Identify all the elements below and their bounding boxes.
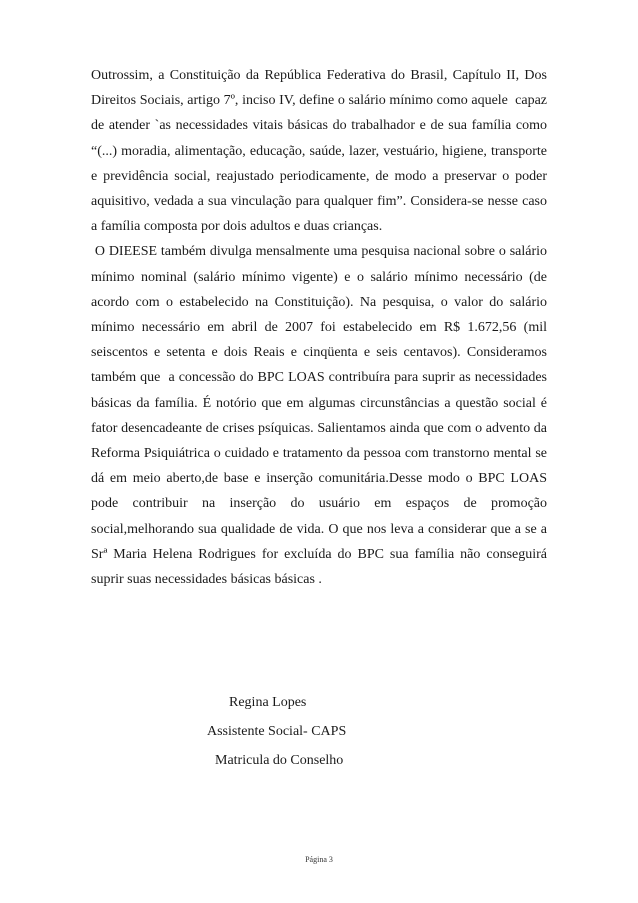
signature-registration: Matricula do Conselho xyxy=(215,753,344,768)
paragraph-dieese: O DIEESE também divulga mensalmente uma pesquisa nacional sobre o salário mínimo nominal (salário mínimo vigente) e o salário mínimo necessário (de acordo com o estabelecido na Constituição). Na pesquisa, o valor do salário mínimo necessário em abril de 2007 foi estabelecido em R$ 1.672,56 (mil seiscentos e setenta e dois Reais e cinqüenta e seis centavos). Consideramos também que a concessão do BPC LOAS contribuíra para suprir as necessidades básicas da família. É notório que em algumas circunstâncias a questão social é fator desencadeante de crises psíquicas. Salientamos ainda que com o advento da Reforma Psiquiátrica o cuidado e tratamento da pessoa com transtorno mental se dá em meio aberto,de base e inserção comunitária.Desse modo o BPC LOAS pode contribuir na inserção do usuário em espaços de promoção social,melhorando sua qualidade de vida. O que nos leva a considerar que a se a Srª Maria Helena Rodrigues for excluída do BPC sua família não conseguirá suprir suas necessidades básicas básicas . xyxy=(91,244,551,588)
page-number-footer: Página 3 xyxy=(305,855,333,864)
document-body xyxy=(91,63,551,592)
signature-name: Regina Lopes xyxy=(229,695,307,710)
paragraph-constitution: Outrossim, a Constituição da República Federativa do Brasil, Capítulo II, Dos Direitos Sociais, artigo 7º, inciso IV, define o salário mínimo como aquele capaz de atender `as necessidades vitais básicas do trabalhador e de sua família como “(...) moradia, alimentação, educação, saúde, lazer, vestuário, higiene, transporte e previdência social, reajustado periodicamente, de modo a preservar o poder aquisitivo, vedada a sua vinculação para qualquer fim”. Considera-se nesse caso a família composta por dois adultos e duas crianças. xyxy=(91,68,551,235)
signature-role: Assistente Social- CAPS xyxy=(207,724,347,739)
